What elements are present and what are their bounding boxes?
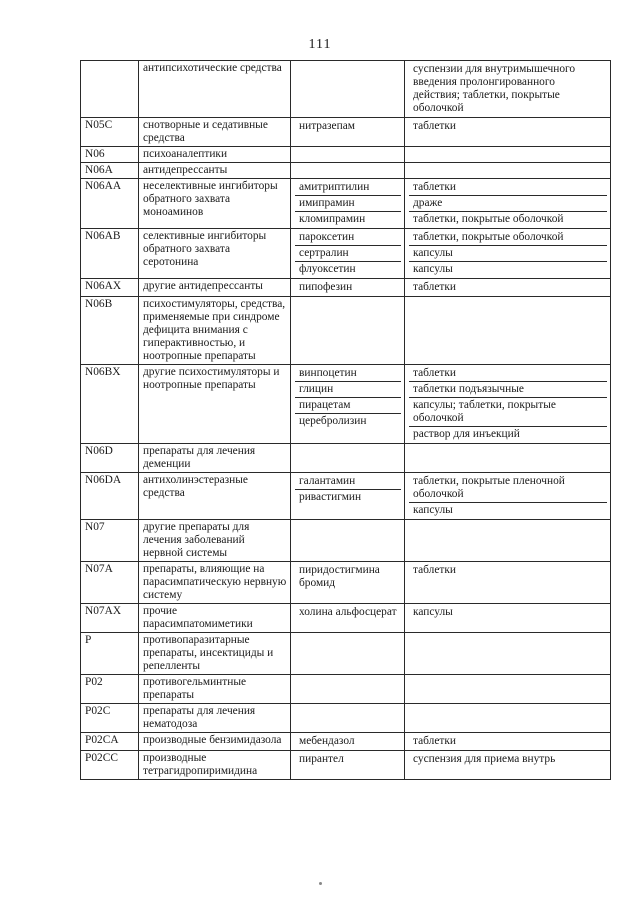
drug-name-cell bbox=[291, 179, 405, 229]
drug-name: сертралин bbox=[295, 245, 401, 261]
dosage-form-cell bbox=[405, 444, 611, 473]
anatomical-group-cell: антидепрессанты bbox=[139, 163, 291, 179]
drug-name: ривастигмин bbox=[295, 489, 401, 505]
drug-name bbox=[295, 445, 401, 447]
dosage-form-cell bbox=[405, 163, 611, 179]
drug-name bbox=[295, 148, 401, 150]
drug-name: пирацетам bbox=[295, 397, 401, 413]
drug-name-cell bbox=[291, 147, 405, 163]
dosage-form: таблетки bbox=[413, 564, 457, 576]
atc-code-cell: N06 bbox=[81, 147, 139, 163]
table-row bbox=[81, 444, 611, 473]
anatomical-group-cell: селективные ингибиторы обратного захвата серотонина bbox=[139, 229, 291, 279]
atc-code-cell: N06BX bbox=[81, 365, 139, 444]
anatomical-group-cell: противопаразитарные препараты, инсектициды и репелленты bbox=[139, 633, 291, 675]
drug-name: имипрамин bbox=[295, 195, 401, 211]
drug-name-cell bbox=[291, 163, 405, 179]
dosage-form: таблетки подъязычные bbox=[409, 381, 607, 397]
anatomical-group-cell: другие препараты для лечения заболеваний нервной системы bbox=[139, 520, 291, 562]
dosage-form-cell bbox=[405, 633, 611, 675]
dosage-form bbox=[409, 298, 607, 300]
anatomical-group-cell: снотворные и седативные средства bbox=[139, 118, 291, 147]
scan-speck bbox=[319, 882, 322, 885]
atc-code-cell: N05C bbox=[81, 118, 139, 147]
dosage-form bbox=[409, 445, 607, 447]
dosage-form-cell bbox=[405, 179, 611, 229]
anatomical-group-cell: препараты для лечения деменции bbox=[139, 444, 291, 473]
drug-name: глицин bbox=[295, 381, 401, 397]
anatomical-group-cell: психоаналептики bbox=[139, 147, 291, 163]
drug-name-cell bbox=[291, 473, 405, 520]
drug-name: винпоцетин bbox=[299, 367, 357, 379]
medicines-table bbox=[80, 60, 611, 780]
drug-name-cell bbox=[291, 751, 405, 780]
table-row bbox=[81, 675, 611, 704]
anatomical-group-cell: противогельминтные препараты bbox=[139, 675, 291, 704]
anatomical-group-cell: препараты, влияющие на парасимпатическую нервную систему bbox=[139, 562, 291, 604]
atc-code-cell: P bbox=[81, 633, 139, 675]
anatomical-group-cell: другие психостимуляторы и ноотропные препараты bbox=[139, 365, 291, 444]
atc-code-cell: P02CA bbox=[81, 733, 139, 751]
anatomical-group-cell: психостимуляторы, средства, применяемые при синдроме дефицита внимания с гиперактивностью, и ноотропные препараты bbox=[139, 297, 291, 365]
drug-name-cell bbox=[291, 633, 405, 675]
atc-code-cell: P02C bbox=[81, 704, 139, 733]
table-row bbox=[81, 704, 611, 733]
dosage-form-cell bbox=[405, 365, 611, 444]
table-row bbox=[81, 163, 611, 179]
anatomical-group-cell: препараты для лечения нематодоза bbox=[139, 704, 291, 733]
dosage-form: капсулы bbox=[413, 606, 453, 618]
dosage-form-cell bbox=[405, 751, 611, 780]
dosage-form-cell bbox=[405, 473, 611, 520]
drug-name bbox=[295, 521, 401, 523]
table-row bbox=[81, 279, 611, 297]
dosage-form-cell bbox=[405, 733, 611, 751]
drug-name-cell bbox=[291, 604, 405, 633]
table-row bbox=[81, 604, 611, 633]
table-row bbox=[81, 520, 611, 562]
drug-name-cell bbox=[291, 279, 405, 297]
dosage-form-cell bbox=[405, 61, 611, 118]
drug-name: галантамин bbox=[299, 475, 356, 487]
atc-code-cell: P02 bbox=[81, 675, 139, 704]
atc-code-cell: N06D bbox=[81, 444, 139, 473]
dosage-form: суспензия для приема внутрь bbox=[413, 753, 556, 765]
anatomical-group-cell: производные тетрагидропиримидина bbox=[139, 751, 291, 780]
atc-code-cell: N06A bbox=[81, 163, 139, 179]
dosage-form: суспензии для внутримышечного введения пролонгированного действия; таблетки, покрытые оболочкой bbox=[413, 63, 576, 114]
dosage-form bbox=[409, 521, 607, 523]
atc-code-cell: N06AB bbox=[81, 229, 139, 279]
table-row bbox=[81, 179, 611, 229]
dosage-form: таблетки, покрытые пленочной оболочкой bbox=[413, 475, 565, 500]
anatomical-group-cell: антипсихотические средства bbox=[139, 61, 291, 118]
drug-name-cell bbox=[291, 61, 405, 118]
drug-name bbox=[295, 676, 401, 678]
atc-code-cell: N06AX bbox=[81, 279, 139, 297]
table-row bbox=[81, 297, 611, 365]
dosage-form: таблетки, покрытые оболочкой bbox=[413, 231, 564, 243]
drug-name: амитриптилин bbox=[299, 181, 370, 193]
dosage-form-cell bbox=[405, 229, 611, 279]
anatomical-group-cell: неселективные ингибиторы обратного захвата моноаминов bbox=[139, 179, 291, 229]
drug-name-cell bbox=[291, 562, 405, 604]
drug-name bbox=[295, 705, 401, 707]
table-row bbox=[81, 229, 611, 279]
drug-name: пароксетин bbox=[299, 231, 355, 243]
anatomical-group-cell: производные бензимидазола bbox=[139, 733, 291, 751]
drug-name bbox=[295, 164, 401, 166]
dosage-form: раствор для инъекций bbox=[409, 426, 607, 442]
dosage-form: таблетки, покрытые оболочкой bbox=[409, 211, 607, 227]
dosage-form-cell bbox=[405, 562, 611, 604]
table-row bbox=[81, 147, 611, 163]
dosage-form-cell bbox=[405, 118, 611, 147]
dosage-form: капсулы; таблетки, покрытые оболочкой bbox=[409, 397, 607, 426]
drug-name: пирантел bbox=[299, 753, 344, 765]
dosage-form-cell bbox=[405, 297, 611, 365]
drug-name-cell bbox=[291, 675, 405, 704]
atc-code-cell: P02CC bbox=[81, 751, 139, 780]
table-row bbox=[81, 751, 611, 780]
dosage-form bbox=[409, 676, 607, 678]
table-row bbox=[81, 61, 611, 118]
dosage-form-cell bbox=[405, 604, 611, 633]
table-row bbox=[81, 633, 611, 675]
atc-code-cell: N07A bbox=[81, 562, 139, 604]
dosage-form-cell bbox=[405, 279, 611, 297]
dosage-form-cell bbox=[405, 704, 611, 733]
dosage-form bbox=[409, 634, 607, 636]
anatomical-group-cell: антихолинэстеразные средства bbox=[139, 473, 291, 520]
drug-name-cell bbox=[291, 444, 405, 473]
drug-name: пиридостигмина бромид bbox=[299, 564, 380, 589]
drug-name bbox=[295, 62, 401, 64]
dosage-form-cell bbox=[405, 675, 611, 704]
atc-code-cell: N06AA bbox=[81, 179, 139, 229]
table-row bbox=[81, 562, 611, 604]
table-row bbox=[81, 365, 611, 444]
drug-name-cell bbox=[291, 365, 405, 444]
dosage-form: капсулы bbox=[409, 502, 607, 518]
drug-name bbox=[295, 298, 401, 300]
dosage-form-cell bbox=[405, 520, 611, 562]
drug-name: флуоксетин bbox=[295, 261, 401, 277]
anatomical-group-cell: прочие парасимпатомиметики bbox=[139, 604, 291, 633]
drug-name-cell bbox=[291, 229, 405, 279]
table-row bbox=[81, 473, 611, 520]
dosage-form: таблетки bbox=[413, 120, 457, 132]
dosage-form: таблетки bbox=[413, 181, 457, 193]
dosage-form: капсулы bbox=[409, 245, 607, 261]
table-row bbox=[81, 733, 611, 751]
dosage-form: таблетки bbox=[413, 735, 457, 747]
dosage-form: таблетки bbox=[413, 367, 457, 379]
drug-name-cell bbox=[291, 118, 405, 147]
dosage-form: драже bbox=[409, 195, 607, 211]
drug-name-cell bbox=[291, 733, 405, 751]
anatomical-group-cell: другие антидепрессанты bbox=[139, 279, 291, 297]
page-number: 111 bbox=[308, 37, 332, 52]
drug-name: мебендазол bbox=[299, 735, 355, 747]
dosage-form: капсулы bbox=[409, 261, 607, 277]
drug-name: холина альфосцерат bbox=[299, 606, 397, 618]
table-body bbox=[81, 61, 611, 780]
dosage-form: таблетки bbox=[413, 281, 457, 293]
dosage-form bbox=[409, 705, 607, 707]
atc-code-cell: N06DA bbox=[81, 473, 139, 520]
dosage-form bbox=[409, 148, 607, 150]
drug-name-cell bbox=[291, 297, 405, 365]
table-row bbox=[81, 118, 611, 147]
dosage-form-cell bbox=[405, 147, 611, 163]
drug-name: кломипрамин bbox=[295, 211, 401, 227]
atc-code-cell: N07AX bbox=[81, 604, 139, 633]
drug-name-cell bbox=[291, 704, 405, 733]
atc-code-cell bbox=[81, 61, 139, 118]
atc-code-cell: N06B bbox=[81, 297, 139, 365]
drug-name bbox=[295, 634, 401, 636]
atc-code-cell: N07 bbox=[81, 520, 139, 562]
drug-name: церебролизин bbox=[295, 413, 401, 429]
drug-name: нитразепам bbox=[299, 120, 355, 132]
drug-name: пипофезин bbox=[299, 281, 353, 293]
dosage-form bbox=[409, 164, 607, 166]
drug-name-cell bbox=[291, 520, 405, 562]
